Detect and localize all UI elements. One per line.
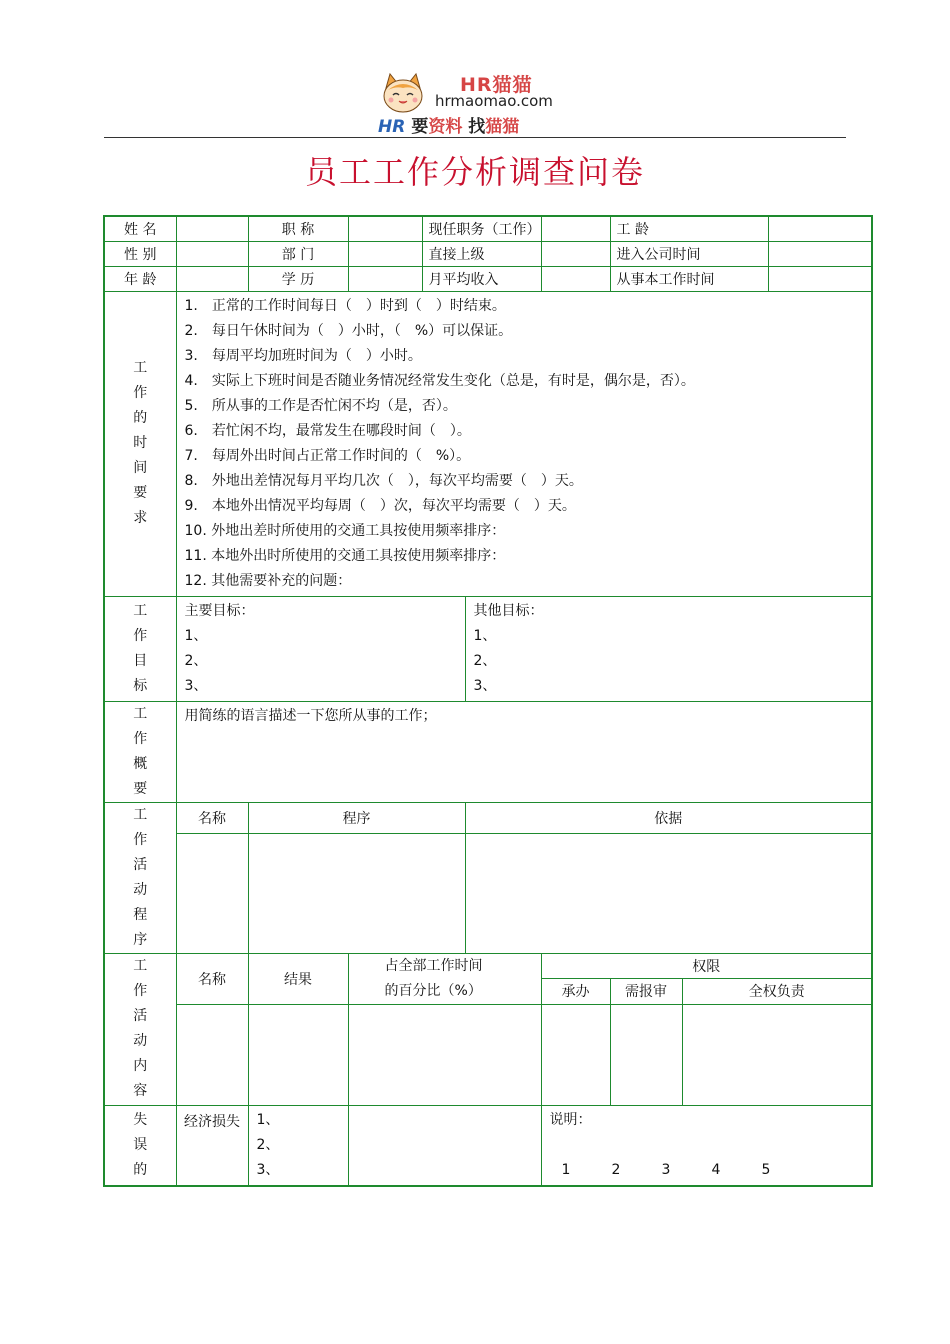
slogan [378, 112, 519, 137]
time-req-item: 10. 外地出差时所使用的交通工具按使用频率排序： [184, 522, 506, 539]
auth-full-cell[interactable] [682, 1004, 872, 1105]
other-goal-item: 2、 [473, 652, 497, 669]
main-goal-item: 1、 [184, 627, 208, 644]
auth-col-review: 需报审 [610, 979, 682, 1005]
slogan-part-2: 资料 [428, 117, 463, 137]
content-label: 工作活动内容 [104, 953, 176, 1105]
overview-label: 工作概要 [104, 701, 176, 802]
value-dept[interactable] [348, 241, 422, 266]
value-education[interactable] [348, 266, 422, 291]
label-dept: 部 门 [248, 241, 348, 266]
time-req-item: 11. 本地外出时所使用的交通工具按使用频率排序： [184, 547, 506, 564]
procedure-label: 工作活动程序 [104, 802, 176, 953]
value-position[interactable] [541, 216, 610, 241]
label-position: 现任职务（工作） [422, 216, 541, 241]
value-name[interactable] [176, 216, 248, 241]
label-education: 学 历 [248, 266, 348, 291]
procedure-basis-cell[interactable] [465, 833, 872, 953]
procedure-name-cell[interactable] [176, 833, 248, 953]
note-label: 说明： [549, 1111, 592, 1128]
time-req-row [104, 291, 872, 596]
value-age[interactable] [176, 266, 248, 291]
procedure-proc-cell[interactable] [248, 833, 465, 953]
basic-row-1 [104, 216, 872, 241]
label-join-time: 进入公司时间 [610, 241, 768, 266]
auth-handle-cell[interactable] [541, 1004, 610, 1105]
time-req-item: 7. 每周外出时间占正常工作时间的（ %）。 [184, 447, 471, 464]
other-goal-item: 1、 [473, 627, 497, 644]
slogan-part-3: 找 [468, 117, 486, 137]
econ-loss-blank[interactable] [348, 1105, 541, 1186]
auth-review-cell[interactable] [610, 1004, 682, 1105]
time-req-label: 工作的时间要求 [104, 291, 176, 596]
label-age: 年 龄 [104, 266, 176, 291]
basic-row-2 [104, 241, 872, 266]
label-title: 职 称 [248, 216, 348, 241]
content-result-cell[interactable] [248, 1004, 348, 1105]
procedure-body-row [104, 833, 872, 953]
logo [378, 68, 578, 136]
econ-loss-item: 1、 [256, 1111, 280, 1128]
auth-col-handle: 承办 [541, 979, 610, 1005]
procedure-col-basis: 依据 [465, 802, 872, 833]
rating-scale [550, 1158, 864, 1183]
basic-row-3 [104, 266, 872, 291]
time-req-item: 9. 本地外出情况平均每周（ ）次，每次平均需要（ ）天。 [184, 497, 576, 514]
overview-field[interactable] [176, 701, 872, 802]
value-supervisor[interactable] [541, 241, 610, 266]
slogan-part-1: 要 [411, 117, 429, 137]
time-req-item: 2. 每日午休时间为（ ）小时，（ %）可以保证。 [184, 322, 513, 339]
site-url: hrmaomao.com [435, 92, 553, 110]
content-col-pct-line-1: 占全部工作时间 [384, 957, 483, 974]
label-income: 月平均收入 [422, 266, 541, 291]
value-work-time[interactable] [768, 266, 872, 291]
other-goals-title: 其他目标： [473, 602, 544, 619]
label-gender: 性 别 [104, 241, 176, 266]
scale-5[interactable]: 5 [761, 1161, 771, 1178]
econ-loss-label: 经济损失 [176, 1105, 248, 1186]
content-col-pct-line-2: 的百分比（%） [384, 982, 482, 999]
content-col-pct [348, 953, 541, 1004]
content-body-row [104, 1004, 872, 1105]
econ-loss-item: 2、 [256, 1136, 280, 1153]
main-goal-item: 2、 [184, 652, 208, 669]
note-cell[interactable] [541, 1105, 872, 1186]
label-supervisor: 直接上级 [422, 241, 541, 266]
auth-col-full: 全权负责 [682, 979, 872, 1005]
scale-1[interactable]: 1 [561, 1161, 571, 1178]
scale-4[interactable]: 4 [711, 1161, 721, 1178]
survey-table [103, 215, 873, 1187]
content-pct-cell[interactable] [348, 1004, 541, 1105]
page-title: 员工工作分析调查问卷 [304, 153, 645, 191]
content-col-result: 结果 [248, 953, 348, 1004]
main-goal-item: 3、 [184, 677, 208, 694]
time-req-item: 4. 实际上下班时间是否随业务情况经常发生变化（总是，有时是，偶尔是，否）。 [184, 372, 695, 389]
econ-loss-items[interactable] [248, 1105, 348, 1186]
econ-loss-item: 3、 [256, 1161, 280, 1178]
mistakes-label: 失误的 [104, 1105, 176, 1186]
content-col-authority: 权限 [541, 953, 872, 979]
header-divider [104, 137, 846, 138]
main-goals[interactable] [176, 596, 465, 701]
content-header-row-1 [104, 953, 872, 979]
goals-row [104, 596, 872, 701]
scale-3[interactable]: 3 [661, 1161, 671, 1178]
other-goal-item: 3、 [473, 677, 497, 694]
overview-row [104, 701, 872, 802]
main-goals-title: 主要目标： [184, 602, 255, 619]
slogan-part-4: 猫猫 [485, 117, 520, 137]
procedure-col-name: 名称 [176, 802, 248, 833]
content-name-cell[interactable] [176, 1004, 248, 1105]
content-col-name: 名称 [176, 953, 248, 1004]
slogan-hr: HR [378, 117, 406, 137]
time-req-item: 5. 所从事的工作是否忙闲不均（是，否）。 [184, 397, 457, 414]
scale-2[interactable]: 2 [611, 1161, 621, 1178]
procedure-col-proc: 程序 [248, 802, 465, 833]
goals-label: 工作目标 [104, 596, 176, 701]
brand-name: HR猫猫 [460, 74, 533, 96]
time-req-item: 8. 外地出差情况每月平均几次（ ），每次平均需要（ ）天。 [184, 472, 583, 489]
mistakes-row [104, 1105, 872, 1186]
time-req-list[interactable] [176, 291, 872, 596]
time-req-item: 1. 正常的工作时间每日（ ）时到（ ）时结束。 [184, 297, 506, 314]
other-goals[interactable] [465, 596, 872, 701]
time-req-item: 6. 若忙闲不均，最常发生在哪段时间（ ）。 [184, 422, 471, 439]
procedure-header-row [104, 802, 872, 833]
label-work-time: 从事本工作时间 [610, 266, 768, 291]
overview-prompt: 用简练的语言描述一下您所从事的工作； [184, 707, 437, 724]
value-years[interactable] [768, 216, 872, 241]
label-years: 工 龄 [610, 216, 768, 241]
value-income[interactable] [541, 266, 610, 291]
label-name: 姓 名 [104, 216, 176, 241]
time-req-item: 3. 每周平均加班时间为（ ）小时。 [184, 347, 422, 364]
value-join-time[interactable] [768, 241, 872, 266]
value-title[interactable] [348, 216, 422, 241]
time-req-item: 12. 其他需要补充的问题： [184, 572, 352, 589]
value-gender[interactable] [176, 241, 248, 266]
